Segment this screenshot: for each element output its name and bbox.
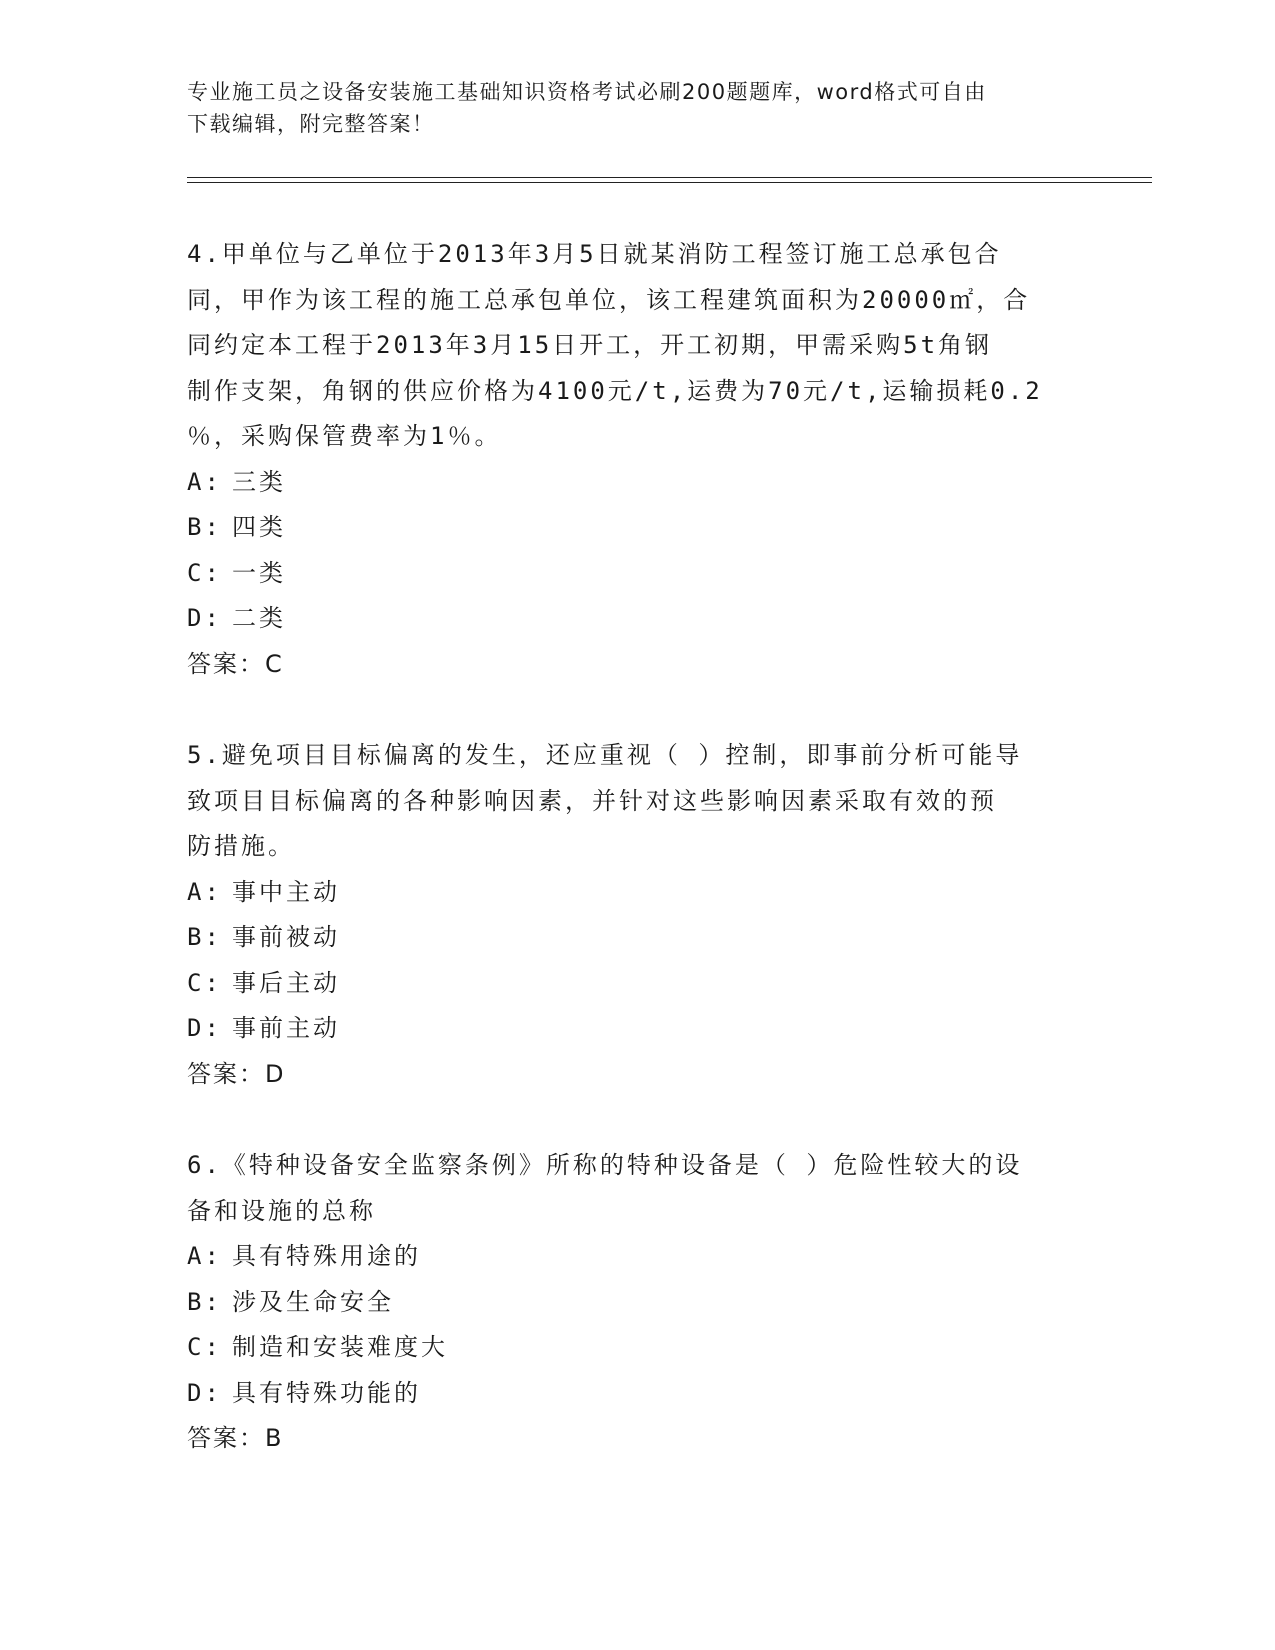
option-letter: C: <box>187 968 222 997</box>
option-text: 一类 <box>232 558 286 587</box>
question-stem <box>187 1143 1077 1234</box>
option-letter: A: <box>187 1242 222 1270</box>
answer-line: 答案：C <box>187 649 284 678</box>
option-letter: B: <box>187 923 222 951</box>
option-a <box>187 1234 1077 1280</box>
option-b <box>187 915 1077 961</box>
option-c <box>187 1325 1077 1371</box>
question-stem-line: ％，采购保管费率为1％。 <box>187 422 502 450</box>
option-text: 三类 <box>232 467 286 496</box>
question-stem-line: 5.避免项目目标偏离的发生，还应重视（ ）控制，即事前分析可能导 <box>187 741 1023 769</box>
option-text: 涉及生命安全 <box>232 1287 394 1316</box>
answer-line: 答案：D <box>187 1059 286 1088</box>
question-6 <box>187 1143 1077 1462</box>
option-letter: D: <box>187 1014 222 1042</box>
option-text: 二类 <box>232 604 286 632</box>
question-stem-line: 制作支架，角钢的供应价格为4100元/t,运费为70元/t,运输损耗0.2 <box>187 376 1043 405</box>
question-stem-line: 4.甲单位与乙单位于2013年3月5日就某消防工程签订施工总承包合 <box>187 240 1002 268</box>
option-letter: B: <box>187 513 222 541</box>
option-a <box>187 460 1077 506</box>
option-text: 具有特殊用途的 <box>232 1242 421 1270</box>
header-title-line-1: 专业施工员之设备安装施工基础知识资格考试必刷200题题库，word格式可自由 <box>187 80 987 104</box>
question-stem-line: 6.《特种设备安全监察条例》所称的特种设备是（ ）危险性较大的设 <box>187 1151 1023 1179</box>
question-stem-line: 防措施。 <box>187 832 295 860</box>
option-letter: C: <box>187 1333 222 1361</box>
header-divider-top <box>187 177 1152 178</box>
option-d <box>187 1371 1077 1417</box>
question-stem <box>187 733 1077 870</box>
question-4 <box>187 232 1077 687</box>
option-b <box>187 505 1077 551</box>
option-letter: C: <box>187 558 222 587</box>
option-text: 事前主动 <box>232 1014 340 1042</box>
option-letter: A: <box>187 877 222 906</box>
option-letter: D: <box>187 604 222 632</box>
option-d <box>187 1006 1077 1052</box>
option-text: 具有特殊功能的 <box>232 1378 421 1407</box>
question-5 <box>187 733 1077 1097</box>
question-stem <box>187 232 1077 460</box>
option-letter: D: <box>187 1378 222 1407</box>
option-b <box>187 1280 1077 1326</box>
option-c <box>187 551 1077 597</box>
option-d <box>187 596 1077 642</box>
question-stem-line: 同，甲作为该工程的施工总承包单位，该工程建筑面积为20000㎡，合 <box>187 285 1031 314</box>
option-c <box>187 961 1077 1007</box>
header-divider-bottom <box>187 182 1152 183</box>
question-stem-line: 备和设施的总称 <box>187 1196 376 1225</box>
header-title-line-2: 下载编辑，附完整答案！ <box>187 112 435 136</box>
option-text: 事后主动 <box>232 968 340 997</box>
option-text: 四类 <box>232 513 286 541</box>
option-a <box>187 870 1077 916</box>
option-text: 制造和安装难度大 <box>232 1333 448 1361</box>
answer-line: 答案：B <box>187 1424 284 1452</box>
option-text: 事前被动 <box>232 923 340 951</box>
option-letter: A: <box>187 467 222 496</box>
question-stem-line: 同约定本工程于2013年3月15日开工，开工初期，甲需采购5t角钢 <box>187 331 993 359</box>
option-text: 事中主动 <box>232 877 340 906</box>
document-header <box>187 76 1067 140</box>
question-stem-line: 致项目目标偏离的各种影响因素，并针对这些影响因素采取有效的预 <box>187 786 997 815</box>
option-letter: B: <box>187 1287 222 1316</box>
